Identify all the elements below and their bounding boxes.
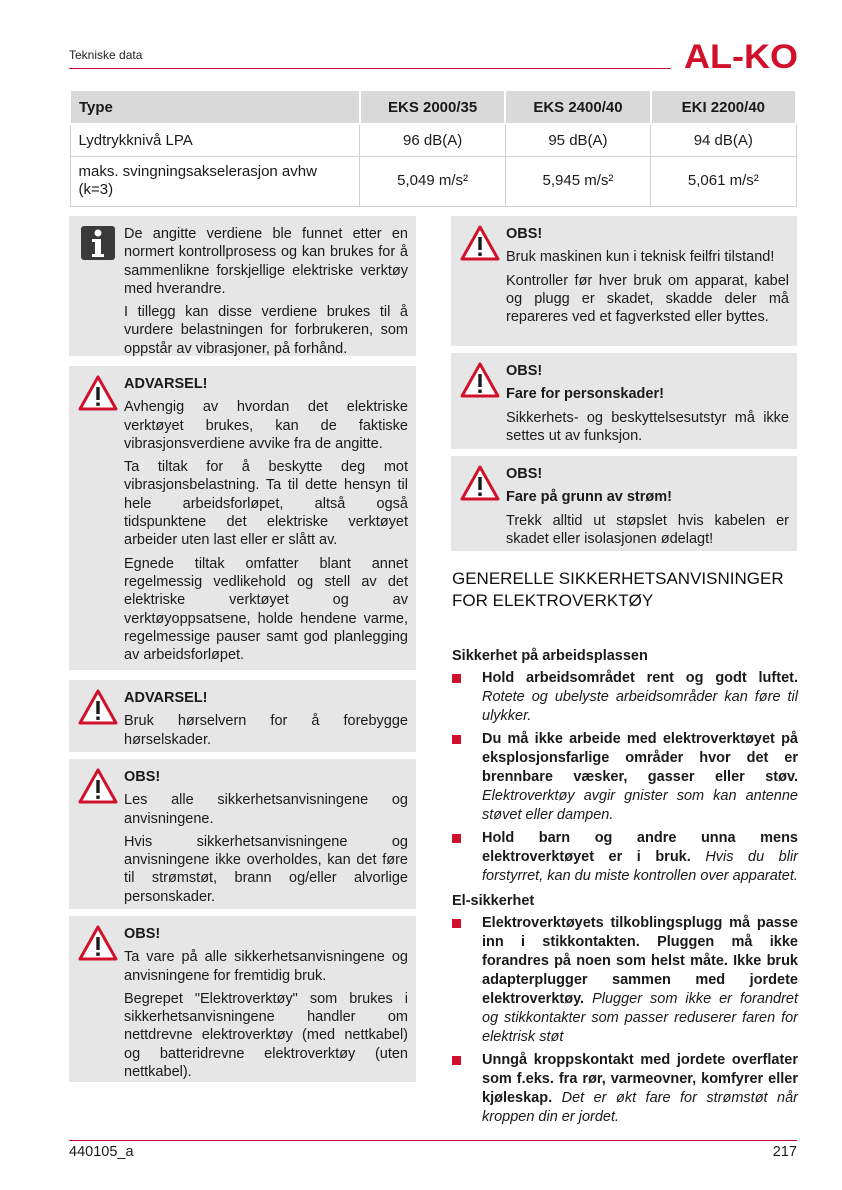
warning-icon	[77, 374, 119, 412]
warning-box	[69, 366, 416, 670]
bullet-square-icon	[452, 919, 461, 928]
box-paragraph: Hvis sikkerhetsanvisningene og anvisningene ikke overholdes, kan det føre til strømstøt, brann og/eller alvorlige personskader.	[124, 833, 408, 905]
section-header: Tekniske data	[69, 48, 143, 62]
box-paragraph: Sikkerhets- og beskyttelsesutstyr må ikke settes ut av funksjon.	[506, 409, 789, 444]
workplace-heading: Sikkerhet på arbeidsplassen	[452, 648, 648, 664]
table-header-cell: EKI 2200/40	[651, 90, 796, 124]
info-icon	[77, 224, 119, 262]
box-title: ADVARSEL!	[124, 690, 208, 706]
box-paragraph: Kontroller før hver bruk om apparat, kabel og plugg er skadet, skadde deler må repareres ved et fagverksted eller byttes.	[506, 272, 789, 326]
item-bold-text: Elektroverktøyets tilkoblingsplugg må passe inn i stikkontakten. Pluggen må ikke forandres på noen som helst måte. Ikke bruk adapterplugger sammen med jordete elektroverktøy.	[482, 915, 798, 1007]
bullet-square-icon	[452, 1056, 461, 1065]
box-title: OBS!	[506, 363, 543, 379]
box-paragraph: Begrepet "Elektroverktøy" som brukes i sikkerhetsanvisningene handler om nettdrevne elektroverktøy (med nettkabel) og batteridrevne elektroverktøy (uten nettkabel).	[124, 990, 408, 1081]
warning-box	[451, 216, 797, 346]
box-title: OBS!	[506, 226, 543, 242]
box-title: ADVARSEL!	[124, 376, 208, 392]
table-cell: 5,049 m/s²	[360, 156, 505, 206]
item-bold-text: Hold barn og andre unna mens elektroverktøyet er i bruk.	[482, 830, 798, 865]
table-row	[70, 156, 796, 206]
list-item	[452, 669, 798, 726]
section-title: GENERELLE SIKKERHETSANVISNINGER FOR ELEKTROVERKTØY	[452, 569, 784, 610]
page-number: 217	[772, 1144, 797, 1160]
logo-text: AL-KO	[684, 40, 798, 72]
box-title: OBS!	[124, 926, 161, 942]
box-paragraph: Les alle sikkerhetsanvisningene og anvisningene.	[124, 792, 408, 827]
item-italic-text: Hvis du blir forstyrret, kan du miste kontrollen over apparatet.	[482, 849, 799, 884]
table-header-cell: EKS 2000/35	[360, 90, 505, 124]
info-box	[69, 216, 416, 356]
table-cell: 5,061 m/s²	[651, 156, 796, 206]
footer-rule	[69, 1140, 797, 1141]
box-paragraph: Bruk hørselvern for å forebygge hørselskader.	[124, 713, 408, 748]
box-subtitle: Fare på grunn av strøm!	[506, 489, 672, 506]
warning-box	[69, 759, 416, 909]
item-bold-text: Du må ikke arbeide med elektroverktøyet på eksplosjonsfarlige områder hvor det er brennbare væsker, gasser eller støv.	[482, 731, 798, 785]
list-item	[452, 829, 798, 886]
bullet-square-icon	[452, 674, 461, 683]
box-paragraph: Ta tiltak for å beskytte deg mot vibrasjonsbelastning. Ta til dette hensyn til hele arbeidsforløpet, altså også tidspunktene det elektriske verktøyet arbeider uten last eller er slått av.	[124, 459, 408, 549]
box-title: OBS!	[506, 466, 543, 482]
item-bold-text: Unngå kroppskontakt med jordete overflater som f.eks. fra rør, varmeovner, komfyrer eller kjøleskap.	[482, 1052, 798, 1106]
warning-icon	[459, 224, 501, 262]
box-title: OBS!	[124, 769, 161, 785]
spec-table	[69, 89, 797, 207]
warning-box	[451, 456, 797, 551]
table-cell: 96 dB(A)	[360, 124, 505, 156]
table-cell: 95 dB(A)	[505, 124, 650, 156]
box-paragraph: Egnede tiltak omfatter blant annet regelmessig vedlikehold og stell av det elektriske verktøyet og av verktøyoppsatsene, holde hendene varme, regelmessige pauser samt god planlegging av arbeidsforløpet.	[124, 555, 408, 664]
header-rule	[69, 68, 671, 69]
box-paragraph: Trekk alltid ut støpslet hvis kabelen er skadet eller isolasjonen ødelagt!	[506, 512, 789, 547]
box-subtitle: Fare for personskader!	[506, 386, 664, 403]
list-item	[452, 1051, 798, 1127]
warning-icon	[77, 924, 119, 962]
box-paragraph: De angitte verdiene ble funnet etter en normert kontrollprosess og kan brukes for å sammenlikne forskjellige elektriske verktøy med hverandre.	[124, 226, 408, 297]
list-item	[452, 914, 798, 1047]
warning-icon	[459, 361, 501, 399]
table-cell: 5,945 m/s²	[505, 156, 650, 206]
bullet-square-icon	[452, 735, 461, 744]
bullet-square-icon	[452, 834, 461, 843]
warning-icon	[77, 688, 119, 726]
warning-icon	[77, 767, 119, 805]
box-paragraph: Ta vare på alle sikkerhetsanvisningene og anvisningene for fremtidig bruk.	[124, 949, 408, 984]
item-italic-text: Det er økt fare for strømstøt når kroppen din er jordet.	[482, 1090, 799, 1125]
doc-code: 440105_a	[69, 1144, 134, 1160]
table-header-cell: Type	[70, 90, 360, 124]
table-cell: maks. svingningsakselerasjon avhw (k=3)	[70, 156, 360, 206]
warning-box	[451, 353, 797, 449]
list-item	[452, 730, 798, 825]
table-cell: Lydtrykknivå LPA	[70, 124, 360, 156]
warning-box	[69, 680, 416, 752]
item-italic-text: Rotete og ubelyste arbeidsområder kan føre til ulykker.	[482, 689, 798, 724]
box-paragraph: I tillegg kan disse verdiene brukes til å vurdere belastningen for forbrukeren, som oppstår av vibrasjoner, på forhånd.	[124, 304, 408, 357]
warning-icon	[459, 464, 501, 502]
electrical-heading: El-sikkerhet	[452, 893, 535, 909]
box-paragraph: Bruk maskinen kun i teknisk feilfri tilstand!	[506, 249, 775, 266]
item-italic-text: Elektroverktøy avgir gnister som kan antenne støvet eller dampen.	[482, 788, 798, 823]
al-ko-logo	[684, 40, 798, 72]
box-paragraph: Avhengig av hvordan det elektriske verktøyet brukes, kan de faktiske vibrasjonsverdiene avvike fra de angitte.	[124, 399, 408, 452]
electrical-list	[452, 914, 798, 1131]
table-cell: 94 dB(A)	[651, 124, 796, 156]
table-header-row	[70, 90, 796, 124]
item-bold-text: Hold arbeidsområdet rent og godt luftet.	[482, 670, 798, 686]
workplace-list	[452, 669, 798, 890]
table-header-cell: EKS 2400/40	[505, 90, 650, 124]
table-row	[70, 124, 796, 156]
warning-box	[69, 916, 416, 1082]
item-italic-text: Plugger som ikke er forandret og stikkontakter som passer reduserer faren for elektrisk støt	[482, 991, 798, 1045]
